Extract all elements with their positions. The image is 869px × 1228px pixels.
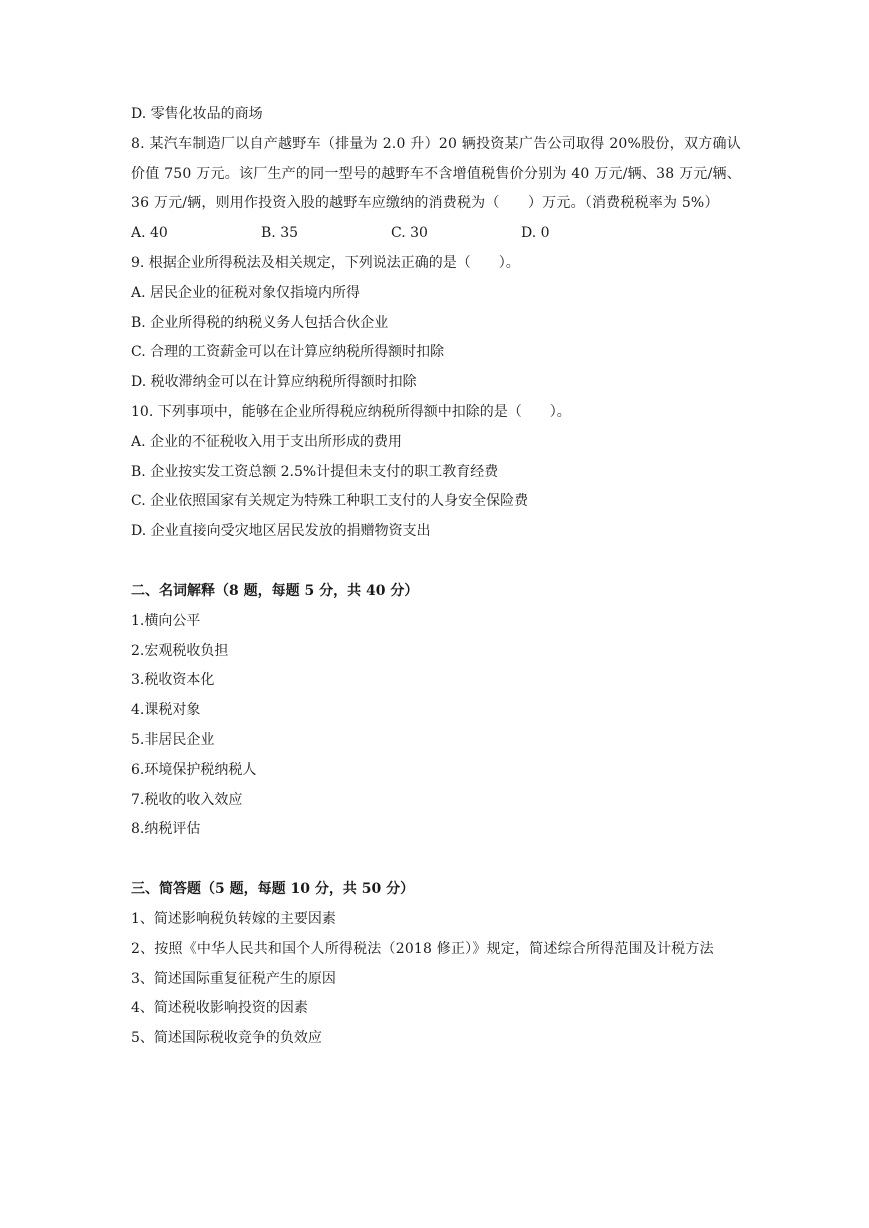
q8-option-a: A. 40 bbox=[131, 225, 168, 242]
short-answer-item: 4、简述税收影响投资的因素 bbox=[131, 1000, 308, 1017]
term-item: 6.环境保护税纳税人 bbox=[131, 761, 257, 778]
q8-option-b: B. 35 bbox=[261, 225, 299, 242]
q9-option-a: A. 居民企业的征税对象仅指境内所得 bbox=[131, 284, 361, 301]
q8-option-c: C. 30 bbox=[391, 225, 428, 242]
section-spacer bbox=[131, 547, 741, 577]
exam-page bbox=[131, 100, 741, 1054]
short-answer-item: 5、简述国际税收竞争的负效应 bbox=[131, 1030, 322, 1047]
q8-stem: 8. 某汽车制造厂以自产越野车（排量为 2.0 升）20 辆投资某广告公司取得 20%股份，双方确认价值 750 万元。该厂生产的同一型号的越野车不含增值税售价分别为 40 万元/辆、38 万元/辆、36 万元/辆，则用作投资入股的越野车应缴纳的消费税为（ ）万元。（消费税税率为 5%） bbox=[131, 135, 741, 212]
q10-option-d: D. 企业直接向受灾地区居民发放的捐赠物资支出 bbox=[131, 523, 431, 540]
q10-option-a: A. 企业的不征税收入用于支出所形成的费用 bbox=[131, 433, 403, 450]
q10-stem: 10. 下列事项中，能够在企业所得税应纳税所得额中扣除的是（ ）。 bbox=[131, 403, 571, 420]
term-item: 2.宏观税收负担 bbox=[131, 642, 229, 659]
q8-option-d: D. 0 bbox=[521, 225, 550, 242]
q9-option-c: C. 合理的工资薪金可以在计算应纳税所得额时扣除 bbox=[131, 344, 445, 361]
section-spacer bbox=[131, 845, 741, 875]
q7-option-d: D. 零售化妆品的商场 bbox=[131, 106, 263, 122]
term-item: 1.横向公平 bbox=[131, 612, 201, 629]
term-item: 5.非居民企业 bbox=[131, 731, 215, 748]
short-answer-item: 2、按照《中华人民共和国个人所得税法（2018 修正）》规定，简述综合所得范围及计税方法 bbox=[131, 940, 714, 957]
q9-stem: 9. 根据企业所得税法及相关规定，下列说法正确的是（ ）。 bbox=[131, 254, 520, 271]
section2-title: 二、名词解释（8 题，每题 5 分，共 40 分） bbox=[131, 582, 419, 599]
term-item: 4.课税对象 bbox=[131, 702, 201, 719]
q9-option-b: B. 企业所得税的纳税义务人包括合伙企业 bbox=[131, 314, 389, 331]
q9-option-d: D. 税收滞纳金可以在计算应纳税所得额时扣除 bbox=[131, 374, 417, 391]
term-item: 8.纳税评估 bbox=[131, 821, 201, 838]
term-item: 7.税收的收入效应 bbox=[131, 791, 243, 808]
short-answer-item: 3、简述国际重复征税产生的原因 bbox=[131, 970, 336, 987]
short-answer-item: 1、简述影响税负转嫁的主要因素 bbox=[131, 910, 336, 927]
q10-option-b: B. 企业按实发工资总额 2.5%计提但未支付的职工教育经费 bbox=[131, 463, 499, 480]
q10-option-c: C. 企业依照国家有关规定为特殊工种职工支付的人身安全保险费 bbox=[131, 493, 529, 510]
term-item: 3.税收资本化 bbox=[131, 672, 215, 689]
section3-title: 三、简答题（5 题，每题 10 分，共 50 分） bbox=[131, 881, 415, 898]
q8-options bbox=[131, 219, 741, 249]
